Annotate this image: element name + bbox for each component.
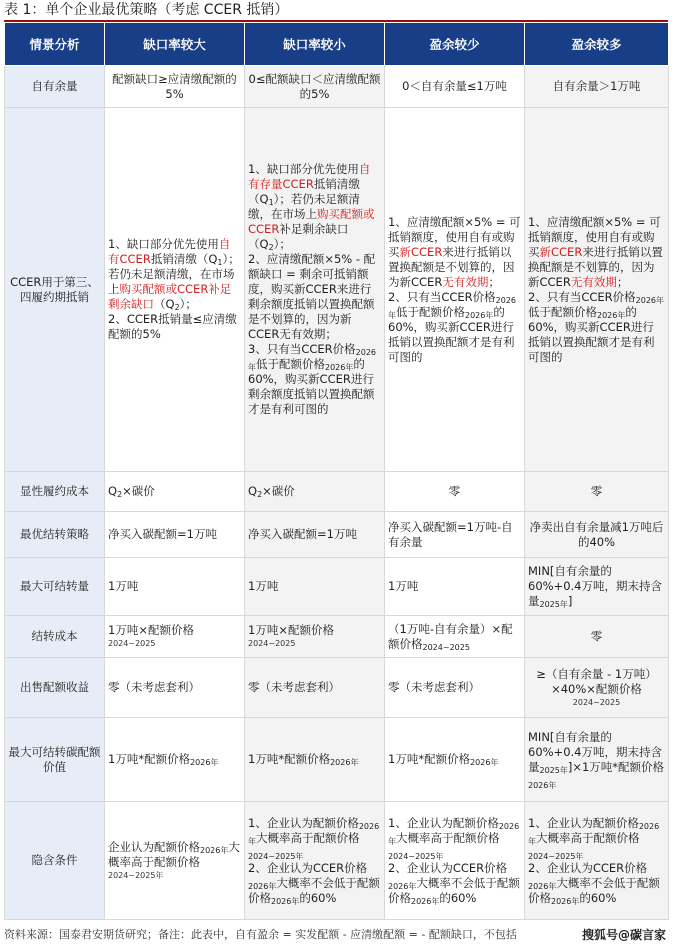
table-cell: $Q_2\times$碳价 — [105, 472, 245, 512]
table-cell: 零 — [525, 616, 669, 658]
table-cell: 0≤配额缺口＜应清缴配额的5% — [245, 66, 385, 108]
table-cell: 1万吨 — [105, 558, 245, 616]
table-cell: 净买入碳配额=1万吨-自有余量 — [385, 512, 525, 558]
row-label: 最优结转策略 — [5, 512, 105, 558]
row-label: 显性履约成本 — [5, 472, 105, 512]
table-cell: 自有余量＞1万吨 — [525, 66, 669, 108]
row-label: 结转成本 — [5, 616, 105, 658]
table-cell: 零 — [385, 472, 525, 512]
table-cell: 1、缺口部分优先使用自有CCER抵销清缴$(Q_1)$；若仍未足额清缴，在市场上购买配额或CCER补足剩余缺口$(Q_2)$； 2、CCER抵销量≤应清缴配额的5% — [105, 108, 245, 472]
table-cell: 1万吨*配额价格$_{2026年}$ — [105, 718, 245, 802]
table-cell: 企业认为配额价格$_{2026年}$大概率高于配额价格 2024~2025年 — [105, 802, 245, 920]
table-cell: 1、应清缴配额×5% = 可抵销额度，使用自有或购买新CCER来进行抵销以置换配额是不划算的，因为新CCER无有效期； 2、只有当CCER价格$_{2026年}$低于配额价格$_{2026年}$的60%，购买新CCER进行抵销以置换配额才是有利可图的 — [525, 108, 669, 472]
table-row — [5, 718, 669, 802]
table-cell: 净买入碳配额=1万吨 — [245, 512, 385, 558]
header-cell: 情景分析 — [5, 23, 105, 66]
table-cell: 1万吨*配额价格$_{2026年}$ — [385, 718, 525, 802]
table-cell: 1、缺口部分优先使用自有存量CCER抵销清缴$(Q_1)$；若仍未足额清缴，在市场上购买配额或CCER补足剩余缺口$(Q_2)$； 2、应清缴配额×5% - 配额缺口 = 剩余可抵销额度，购买新CCER来进行剩余额度抵销以置换配额是不划算的，因为新CCER无有效期； 3、只有当CCER价格$_{2026年}$低于配额价格$_{2026年}$的60%，购买新CCER进行剩余额度抵销以置换配额才是有利可图的 — [245, 108, 385, 472]
table-cell: 1、企业认为配额价格$_{2026年}$大概率高于配额价格$_{2024\sim 2025年}$ 2、企业认为CCER价格$_{2026年}$大概率不会低于配额价格$_{2026年}$的60% — [525, 802, 669, 920]
table-cell: 1、企业认为配额价格$_{2026年}$大概率高于配额价格$_{2024\sim 2025年}$ 2、企业认为CCER价格$_{2026年}$大概率不会低于配额价格$_{2026年}$的60% — [245, 802, 385, 920]
header-cell: 缺口率较大 — [105, 23, 245, 66]
table-row — [5, 472, 669, 512]
table-row — [5, 66, 669, 108]
table-cell: 零（未考虑套利） — [105, 658, 245, 718]
table-cell: ≥（自有余量 - 1万吨）×40%×配额价格 2024~2025 — [525, 658, 669, 718]
table-cell: MIN[自有余量的60%+0.4万吨，期末持含量$_{2025年}$]×1万吨*配额价格$_{2026年}$ — [525, 718, 669, 802]
table-cell: 1万吨 — [385, 558, 525, 616]
table-cell: 1、应清缴配额×5% = 可抵销额度，使用自有或购买新CCER来进行抵销以置换配额是不划算的，因为新CCER无有效期； 2、只有当CCER价格$_{2026年}$低于配额价格$_{2026年}$的60%，购买新CCER进行抵销以置换配额才是有利可图的 — [385, 108, 525, 472]
table-cell: 配额缺口≥应清缴配额的5% — [105, 66, 245, 108]
table-cell: 1万吨 — [245, 558, 385, 616]
table-row — [5, 658, 669, 718]
source-footnote: 资料来源：国泰君安期货研究；备注：此表中，自有盈余 = 实发配额 - 应清缴配额 = - 配额缺口，不包括 — [4, 928, 517, 941]
header-cell: 盈余较多 — [525, 23, 669, 66]
table-row — [5, 512, 669, 558]
table-cell: 0＜自有余量≤1万吨 — [385, 66, 525, 108]
table-cell: 1、企业认为配额价格$_{2026年}$大概率高于配额价格$_{2024\sim 2025年}$ 2、企业认为CCER价格$_{2026年}$大概率不会低于配额价格$_{2026年}$的60% — [385, 802, 525, 920]
table-row — [5, 802, 669, 920]
table-cell: 净卖出自有余量减1万吨后的40% — [525, 512, 669, 558]
table-cell: 零（未考虑套利） — [245, 658, 385, 718]
table-title: 表 1：单个企业最优策略（考虑 CCER 抵销） — [4, 2, 289, 18]
table-cell: 1万吨×配额价格 2024~2025 — [245, 616, 385, 658]
table-cell: MIN[自有余量的60%+0.4万吨，期末持含量$_{2025年}$] — [525, 558, 669, 616]
table-row — [5, 558, 669, 616]
watermark: 搜狐号@碳言家 — [581, 928, 666, 942]
table-cell: （1万吨-自有余量）×配额价格$_{2024\sim 2025}$ — [385, 616, 525, 658]
table-row — [5, 108, 669, 472]
table-cell: 零（未考虑套利） — [385, 658, 525, 718]
table-cell: 1万吨*配额价格$_{2026年}$ — [245, 718, 385, 802]
row-label: 自有余量 — [5, 66, 105, 108]
header-cell: 盈余较少 — [385, 23, 525, 66]
table-cell: 1万吨×配额价格 2024~2025 — [105, 616, 245, 658]
row-label: CCER用于第三、四履约期抵销 — [5, 108, 105, 472]
strategy-table — [4, 22, 669, 920]
table-row — [5, 616, 669, 658]
table-cell: 净买入碳配额=1万吨 — [105, 512, 245, 558]
table-cell: $Q_2\times$碳价 — [245, 472, 385, 512]
header-row — [5, 23, 669, 66]
header-cell: 缺口率较小 — [245, 23, 385, 66]
table-cell: 零 — [525, 472, 669, 512]
row-label: 最大可结转碳配额价值 — [5, 718, 105, 802]
row-label: 隐含条件 — [5, 802, 105, 920]
row-label: 出售配额收益 — [5, 658, 105, 718]
row-label: 最大可结转量 — [5, 558, 105, 616]
